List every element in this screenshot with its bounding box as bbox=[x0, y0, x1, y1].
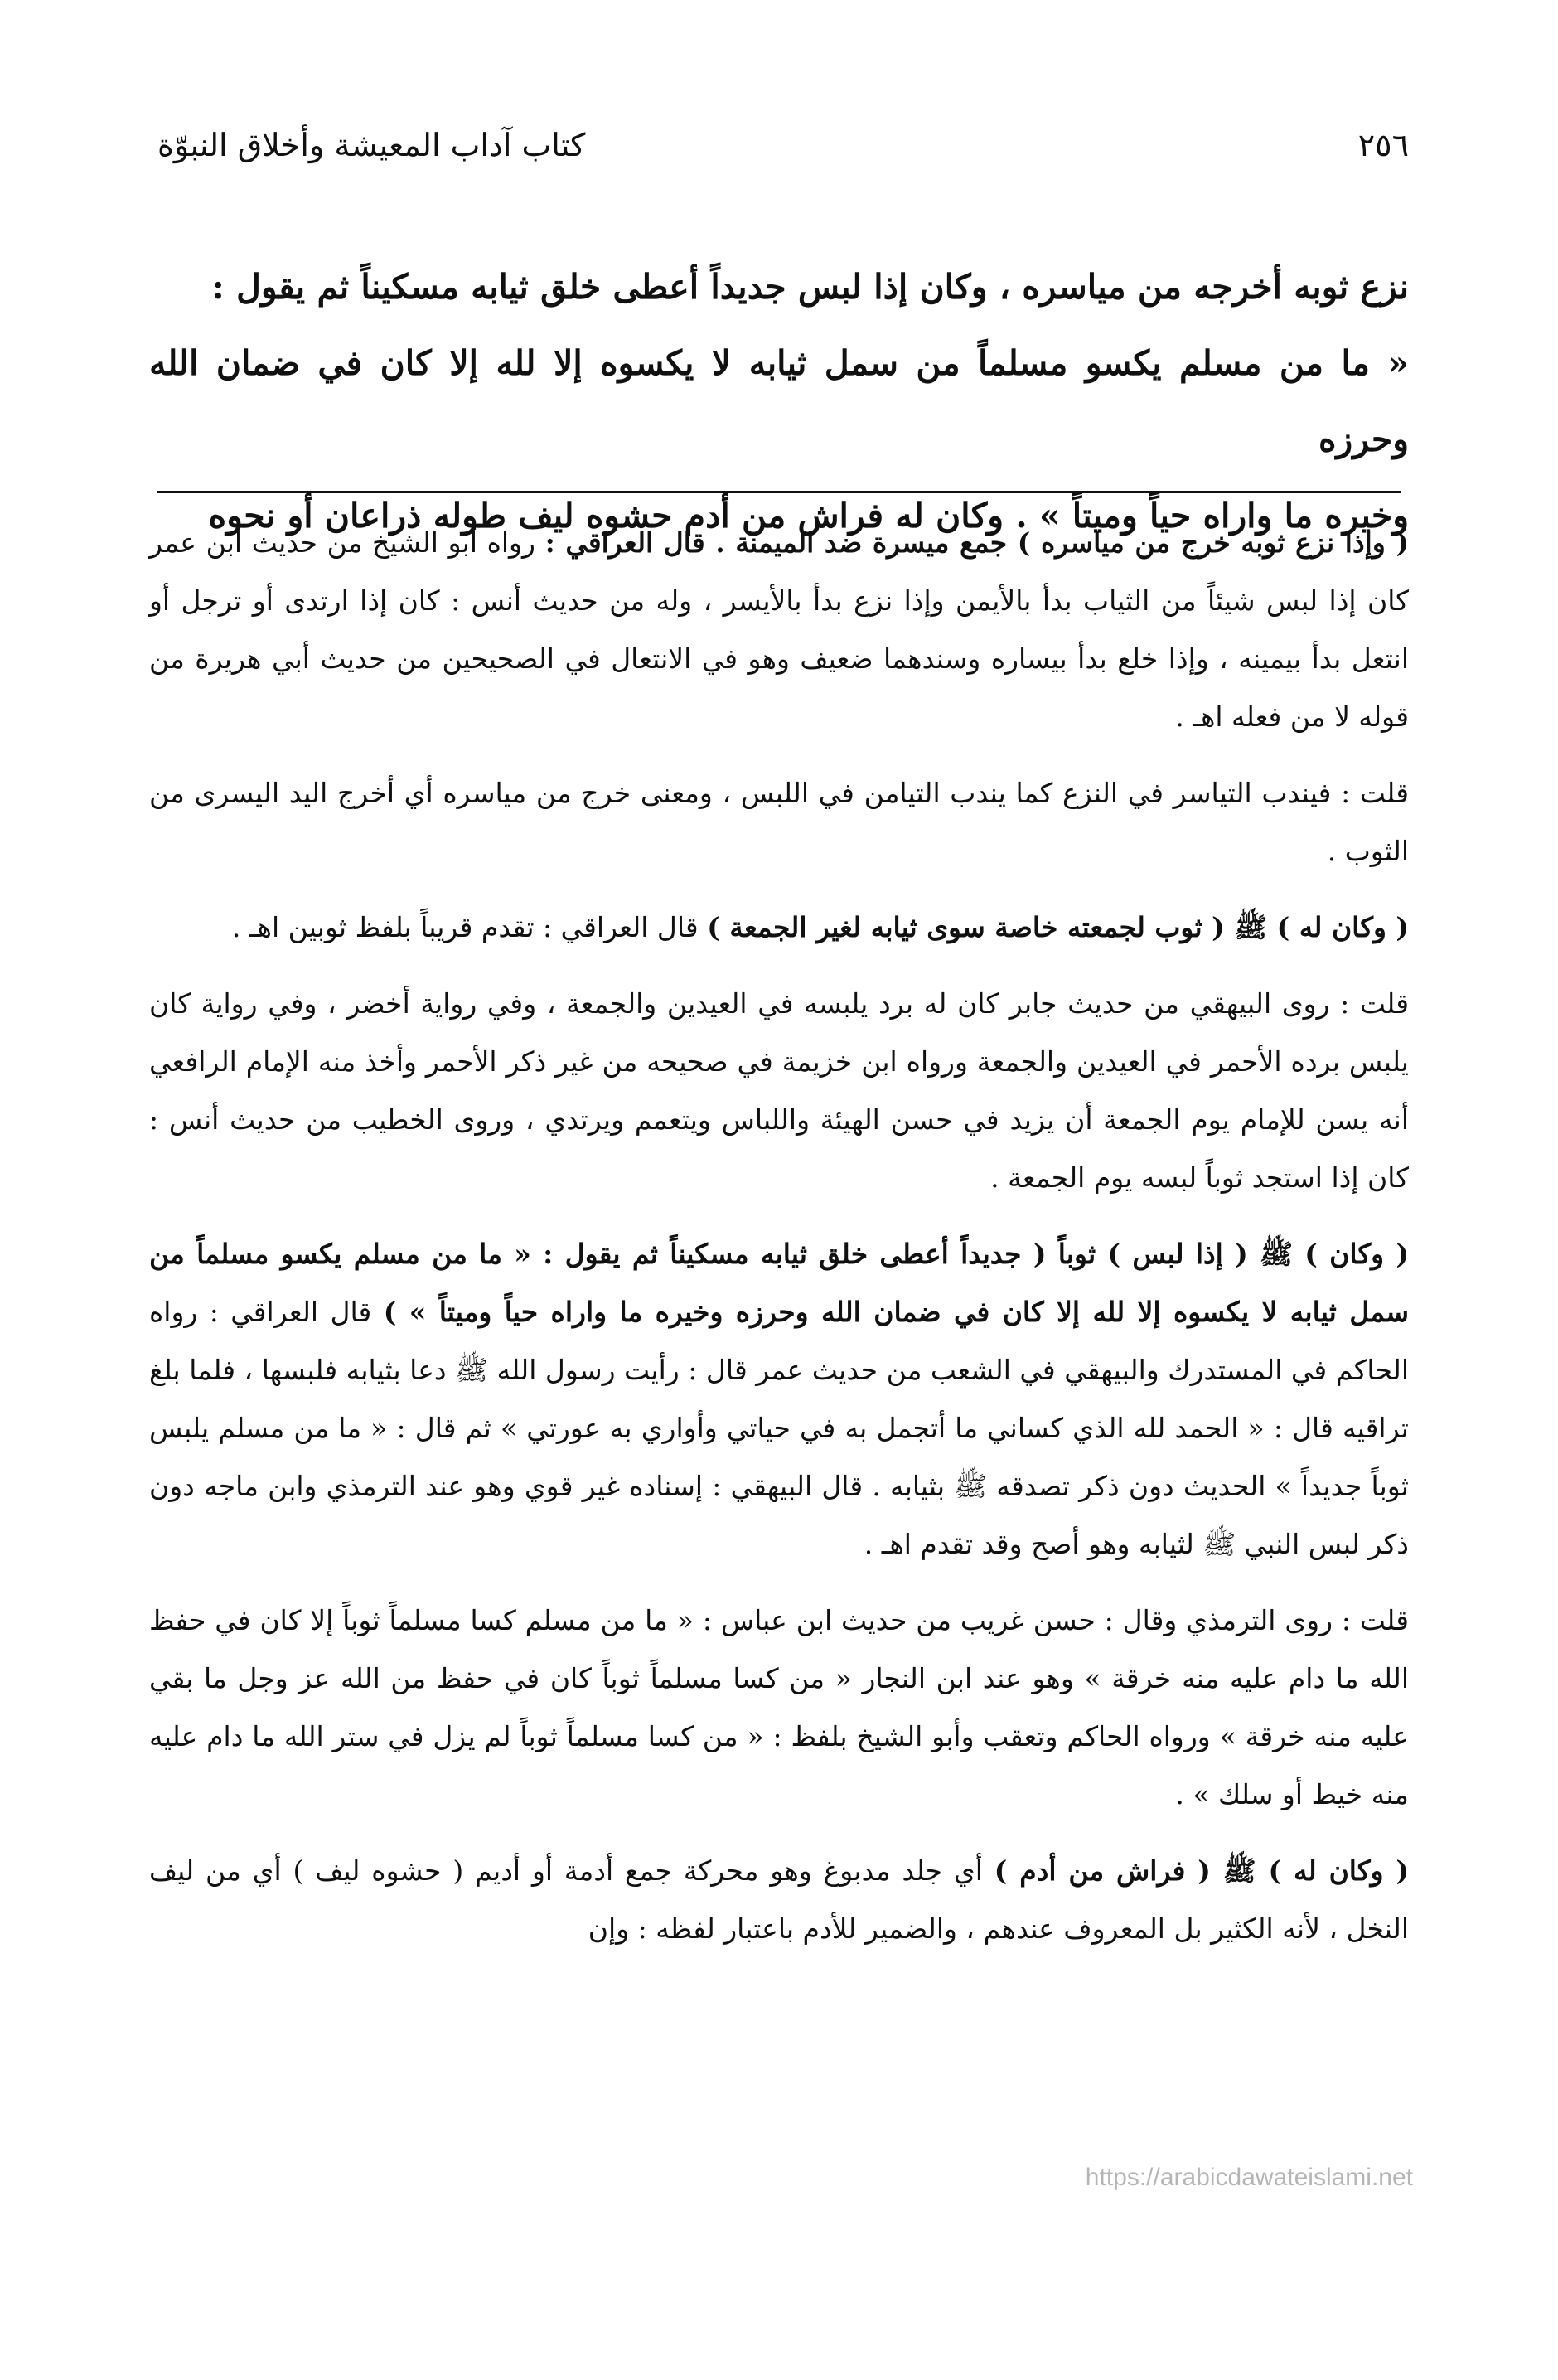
commentary bbox=[149, 514, 1409, 1976]
commentary-text: قال العراقي : رواه الحاكم في المستدرك والبيهقي في الشعب من حديث عمر قال : رأيت رسول الله ﷺ دعا بثيابه فلبسها ، فلما بلغ تراقيه قال : « الحمد لله الذي كساني ما أتجمل به في حياتي وأواري به عورتي » ثم قال : « ما من مسلم يلبس ثوباً جديداً » الحديث دون ذكر تصدقه ﷺ بثيابه . قال البيهقي : إسناده غير قوي وهو عند الترمذي وابن ماجه دون ذكر لبس النبي ﷺ لثيابه وهو أصح وقد تقدم اهـ . bbox=[149, 1296, 1409, 1560]
footnote-divider bbox=[157, 491, 1401, 493]
commentary-text: أي جلد مدبوغ وهو محركة جمع أدمة أو أديم ( حشوه ليف ) أي من ليف النخل ، لأنه الكثير بل المعروف عندهم ، والضمير للأدم باعتبار لفظه : وإن bbox=[149, 1854, 1409, 1945]
commentary-paragraph bbox=[149, 1225, 1409, 1573]
main-text-line: « ما من مسلم يكسو مسلماً من سمل ثيابه لا يكسوه إلا لله إلا كان في ضمان الله وحرزه bbox=[149, 343, 1409, 459]
commentary-text: رواه أبو الشيخ من حديث ابن عمر كان إذا لبس شيئاً من الثياب بدأ بالأيمن وإذا نزع بدأ بالأيسر ، وله من حديث أنس : كان إذا ارتدى أو ترجل أو انتعل بدأ بيمينه ، وإذا خلع بدأ بيساره وسندهما ضعيف وهو في الانتعال في الصحيحين من حديث أبي هريرة من قوله لا من فعله اهـ . bbox=[149, 526, 1409, 733]
commentary-text: قلت : روى البيهقي من حديث جابر كان له برد يلبسه في العيدين والجمعة ، وفي رواية أخضر ، وفي رواية كان يلبس برده الأحمر في العيدين والجمعة ورواه ابن خزيمة في صحيحه من غير ذكر الأحمر وأخذ منه الإمام الرافعي أنه يسن للإمام يوم الجمعة أن يزيد في حسن الهيئة واللباس ويتعمم ويرتدي ، وروى الخطيب من حديث أنس : كان إذا استجد ثوباً لبسه يوم الجمعة . bbox=[149, 987, 1409, 1194]
main-text-line: وخيره ما واراه حياً وميتاً » . وكان له فراش من أدم حشوه ليف طوله ذراعان أو نحوه bbox=[208, 496, 1409, 536]
commentary-lead: ( وكان له ) ﷺ ( ثوب لجمعته خاصة سوى ثيابه لغير الجمعة ) bbox=[707, 911, 1409, 943]
page-number: ٢٥٦ bbox=[1357, 127, 1409, 163]
main-text bbox=[149, 249, 1409, 554]
commentary-lead: ( وكان له ) ﷺ ( فراش من أدم ) bbox=[994, 1854, 1409, 1887]
commentary-paragraph bbox=[149, 764, 1409, 880]
commentary-lead: ( وكان ) ﷺ ( إذا لبس ) ثوباً ( جديداً أعطى خلق ثيابه مسكيناً ثم يقول : « ما من مسلم يكسو مسلماً من سمل ثيابه لا يكسوه إلا لله إلا كان في ضمان الله وحرزه وخيره ما واراه حياً وميتاً » ) bbox=[149, 1238, 1409, 1328]
commentary-paragraph bbox=[149, 899, 1409, 957]
commentary-paragraph bbox=[149, 1592, 1409, 1824]
commentary-paragraph bbox=[149, 514, 1409, 746]
running-title: كتاب آداب المعيشة وأخلاق النبوّة bbox=[157, 127, 586, 163]
commentary-paragraph bbox=[149, 1842, 1409, 1958]
page-header bbox=[157, 116, 1409, 174]
commentary-text: قلت : فيندب التياسر في النزع كما يندب التيامن في اللبس ، ومعنى خرج من مياسره أي أخرج اليد اليسرى من الثوب . bbox=[149, 777, 1409, 867]
watermark-url: https://arabicdawateislami.net bbox=[1085, 2164, 1413, 2191]
main-text-line: نزع ثوبه أخرجه من مياسره ، وكان إذا لبس جديداً أعطى خلق ثيابه مسكيناً ثم يقول : bbox=[211, 267, 1409, 307]
commentary-paragraph bbox=[149, 975, 1409, 1207]
commentary-lead: ( وإذا نزع ثوبه خرج من مياسره ) جمع ميسرة ضد الميمنة . قال العراقي : bbox=[544, 526, 1410, 559]
commentary-text: قلت : روى الترمذي وقال : حسن غريب من حديث ابن عباس : « ما من مسلم كسا مسلماً ثوباً إلا كان في حفظ الله ما دام عليه منه خرقة » وهو عند ابن النجار « من كسا مسلماً ثوباً كان في حفظ من الله عز وجل ما بقي عليه منه خرقة » ورواه الحاكم وتعقب وأبو الشيخ بلفظ : « من كسا مسلماً ثوباً لم يزل في ستر الله ما دام عليه منه خيط أو سلك » . bbox=[149, 1604, 1409, 1810]
commentary-text: قال العراقي : تقدم قريباً بلفظ ثوبين اهـ . bbox=[231, 911, 708, 943]
